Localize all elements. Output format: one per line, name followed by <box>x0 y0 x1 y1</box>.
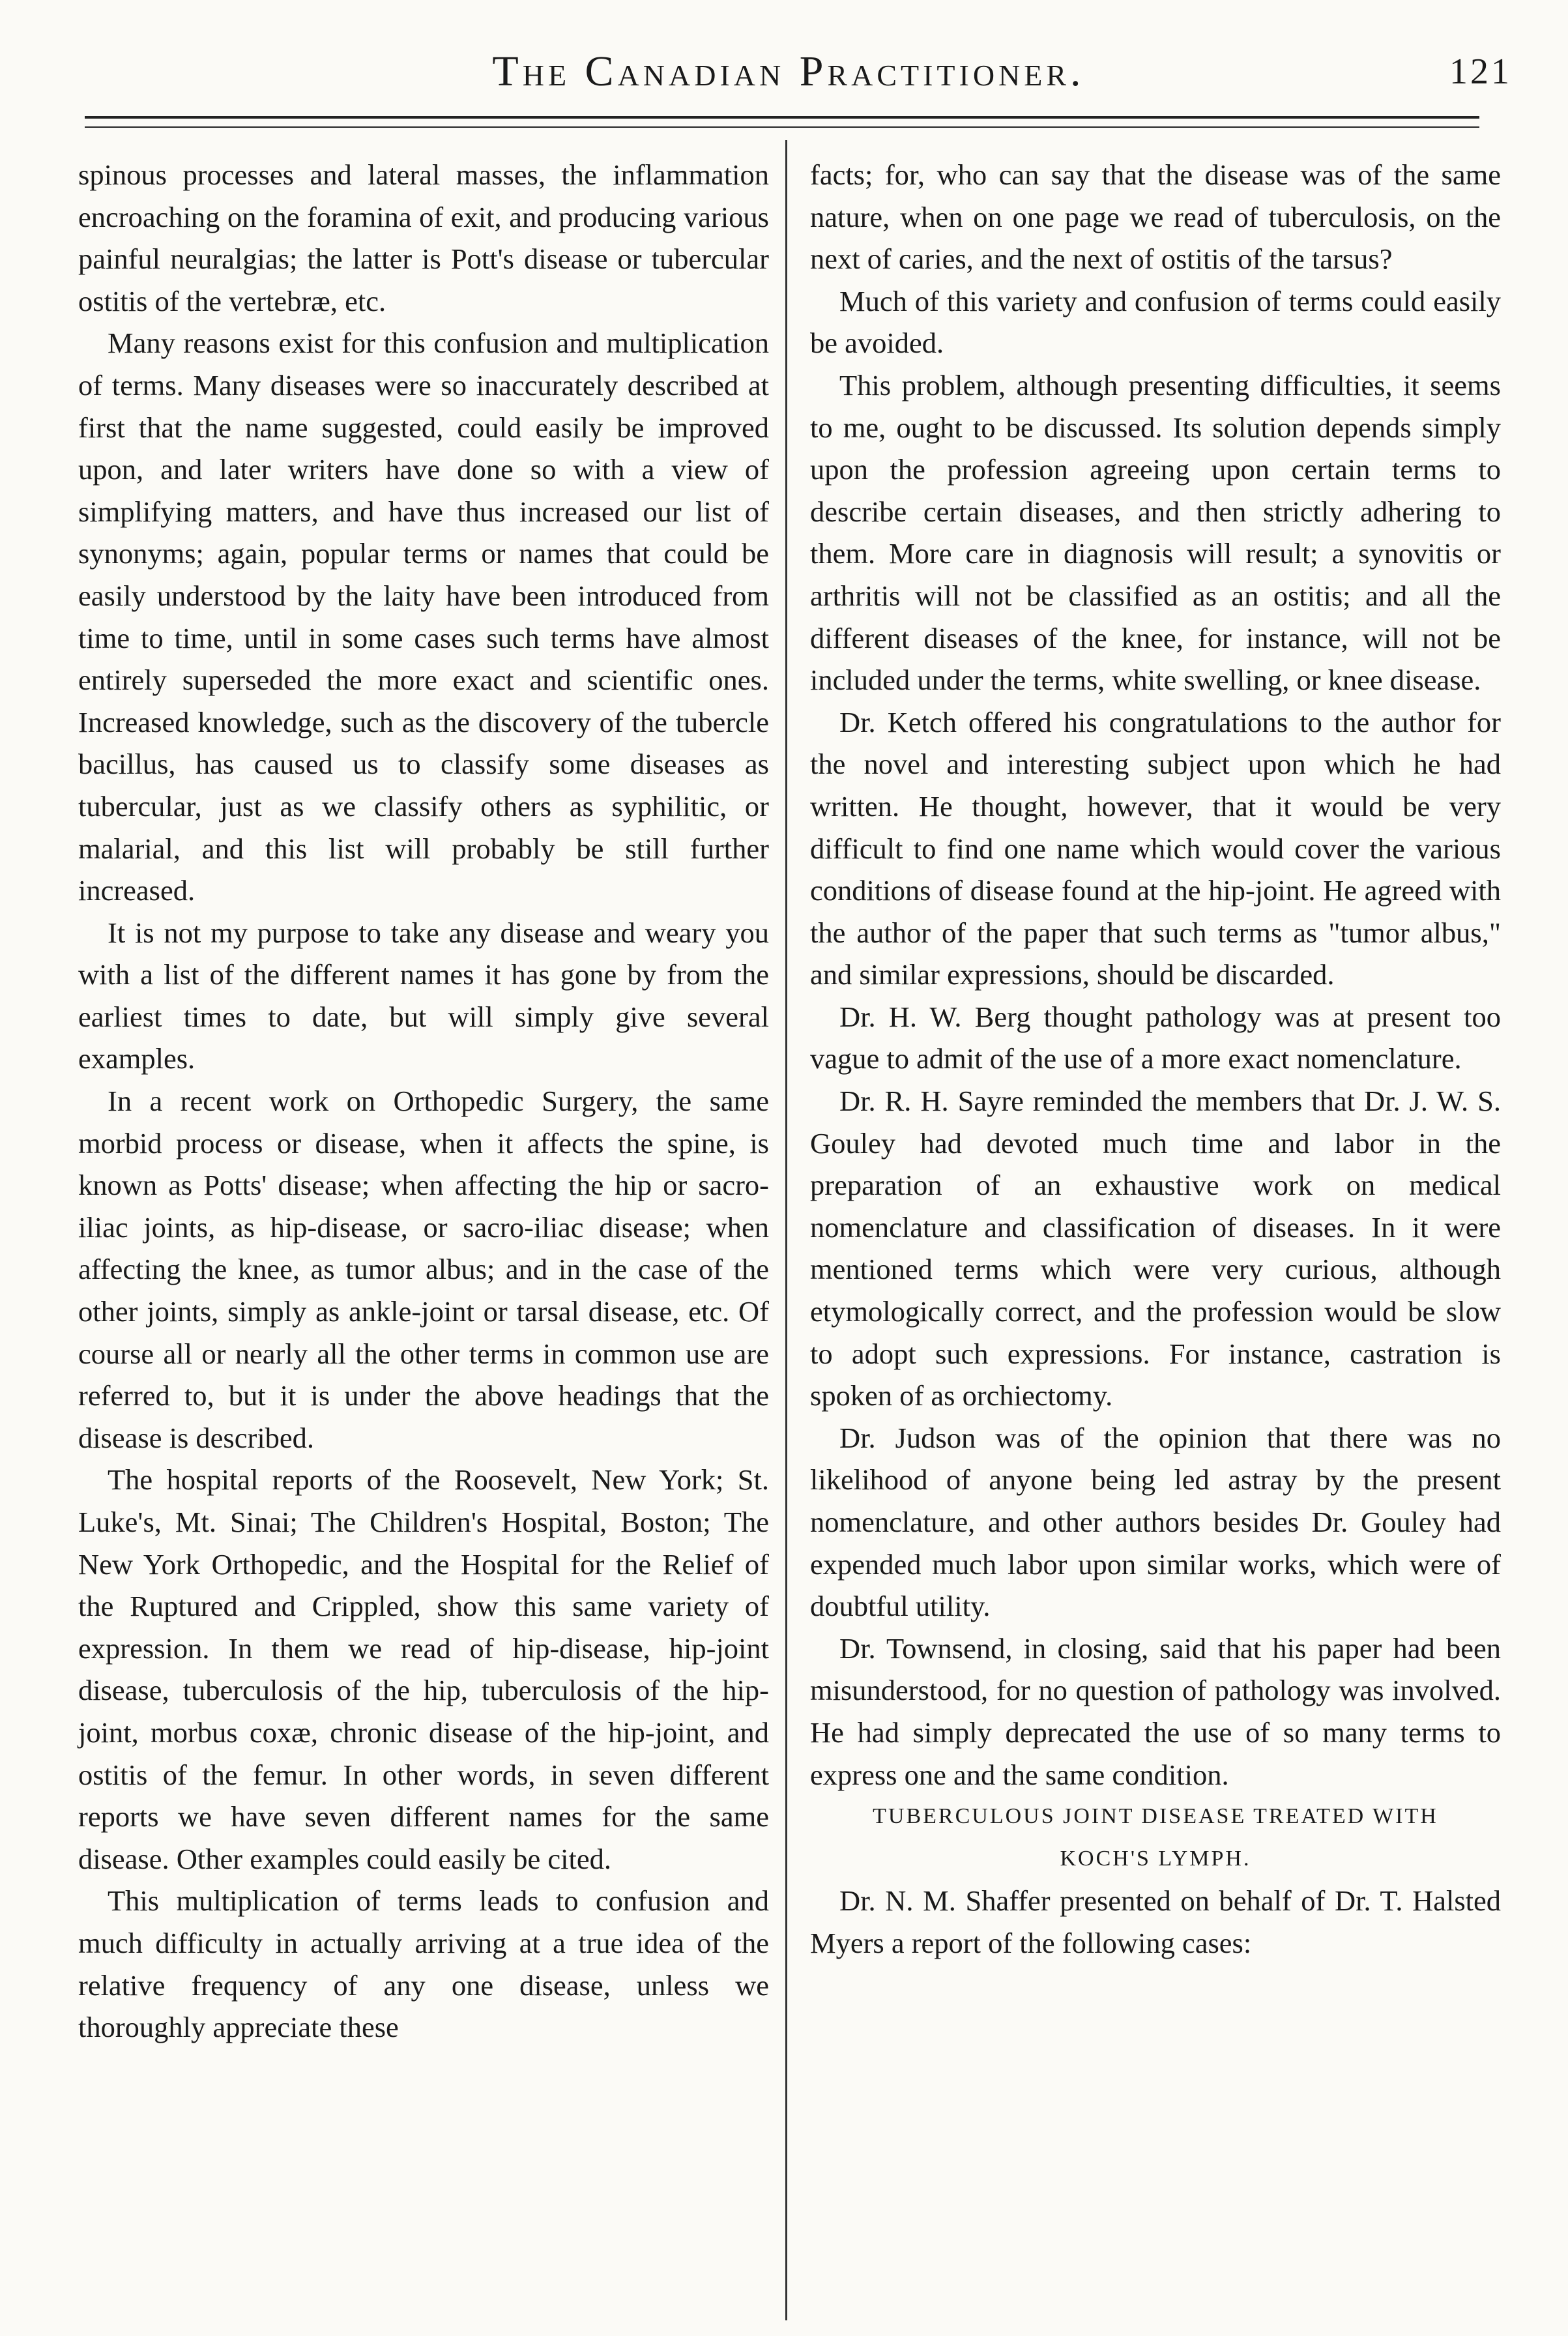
paragraph: In a recent work on Orthopedic Surgery, the same morbid process or disease, when it affects the spine, is known as Potts' disease; when affecting the hip or sacro-iliac joints, as hip-disease, or sacro-iliac disease; when affecting the knee, as tumor albus; and in the case of the other joints, simply as ankle-joint or tarsal disease, etc. Of course all or nearly all the other terms in common use are referred to, but it is under the above headings that the disease is described. <box>78 1085 769 1454</box>
right-column <box>810 154 1501 1964</box>
page-number: 121 <box>1449 51 1512 92</box>
paragraph: Dr. Judson was of the opinion that there was no likelihood of anyone being led astray by the present nomenclature, and other authors besides Dr. Gouley had expended much labor upon similar works, which were of doubtful utility. <box>810 1421 1501 1623</box>
paragraph: Dr. Ketch offered his congratulations to the author for the novel and interesting subject upon which he had written. He thought, however, that it would be very difficult to find one name which would cover the various conditions of disease found at the hip-joint. He agreed with the author of the paper that such terms as "tumor albus," and similar expressions, should be discarded. <box>810 705 1501 991</box>
header-rule-thin <box>85 126 1479 128</box>
paragraph: It is not my purpose to take any disease and weary you with a list of the different names it has gone by from the earliest times to date, but will simply give several examples. <box>78 916 769 1075</box>
paragraph: The hospital reports of the Roosevelt, New York; St. Luke's, Mt. Sinai; The Children's Hospital, Boston; The New York Orthopedic, and the Hospital for the Relief of the Ruptured and Crippled, show this same variety of expression. In them we read of hip-disease, hip-joint disease, tuberculosis of the hip, tuberculosis of the hip-joint, morbus coxæ, chronic disease of the hip-joint, and ostitis of the femur. In other words, in seven different reports we have seven different names for the same disease. Other examples could easily be cited. <box>78 1463 769 1875</box>
header-rule-thick <box>85 116 1479 119</box>
paragraph: Dr. R. H. Sayre reminded the members that Dr. J. W. S. Gouley had devoted much time and labor in the preparation of an exhaustive work on medical nomenclature and classification of diseases. In it were mentioned terms which were very curious, although etymologically correct, and the profession would be slow to adopt such expressions. For instance, castration is spoken of as orchiectomy. <box>810 1085 1501 1412</box>
paragraph: This multiplication of terms leads to confusion and much difficulty in actually arriving at a true idea of the relative frequency of any one disease, unless we thoroughly appreciate these <box>78 1884 769 2044</box>
paragraph: facts; for, who can say that the disease was of the same nature, when on one page we read of tuberculosis, on the next of caries, and the next of ostitis of the tarsus? <box>810 158 1501 276</box>
left-column <box>78 154 769 2049</box>
paragraph: Dr. Townsend, in closing, said that his paper had been misunderstood, for no question of pathology was involved. He had simply deprecated the use of so many terms to express one and the same condition. <box>810 1631 1501 1791</box>
journal-title: The Canadian Practitioner. <box>492 48 1085 95</box>
column-divider <box>785 140 787 2320</box>
section-heading-line1: TUBERCULOUS JOINT DISEASE TREATED WITH <box>873 1804 1438 1829</box>
running-header <box>65 40 1512 112</box>
paragraph: This problem, although presenting difficulties, it seems to me, ought to be discussed. Its solution depends simply upon the profession agreeing upon certain terms to describe certain diseases, and then strictly adhering to them. More care in diagnosis will result; a synovitis or arthritis will not be classified as an ostitis; and all the different diseases of the knee, for instance, will not be included under the terms, white swelling, or knee disease. <box>810 368 1501 697</box>
paragraph: spinous processes and lateral masses, the inflammation encroaching on the foramina of exit, and producing various painful neuralgias; the latter is Pott's disease or tubercular ostitis of the vertebræ, etc. <box>78 158 769 317</box>
section-heading-line2: KOCH'S LYMPH. <box>1060 1846 1251 1871</box>
paragraph: Many reasons exist for this confusion and multiplication of terms. Many diseases were so inaccurately described at first that the name suggested, could easily be improved upon, and later writers have done so with a view of simplifying matters, and have thus increased our list of synonyms; again, popular terms or names that could be easily understood by the laity have been introduced from time to time, until in some cases such terms have almost entirely superseded the more exact and scientific ones. Increased knowledge, such as the discovery of the tubercle bacillus, has caused us to classify some diseases as tubercular, just as we classify others as syphilitic, or malarial, and this list will probably be still further increased. <box>78 327 769 907</box>
paragraph: Dr. H. W. Berg thought pathology was at present too vague to admit of the use of a more exact nomenclature. <box>810 1000 1501 1075</box>
paragraph: Much of this variety and confusion of terms could easily be avoided. <box>810 284 1501 360</box>
paragraph: Dr. N. M. Shaffer presented on behalf of Dr. T. Halsted Myers a report of the following cases: <box>810 1884 1501 1959</box>
